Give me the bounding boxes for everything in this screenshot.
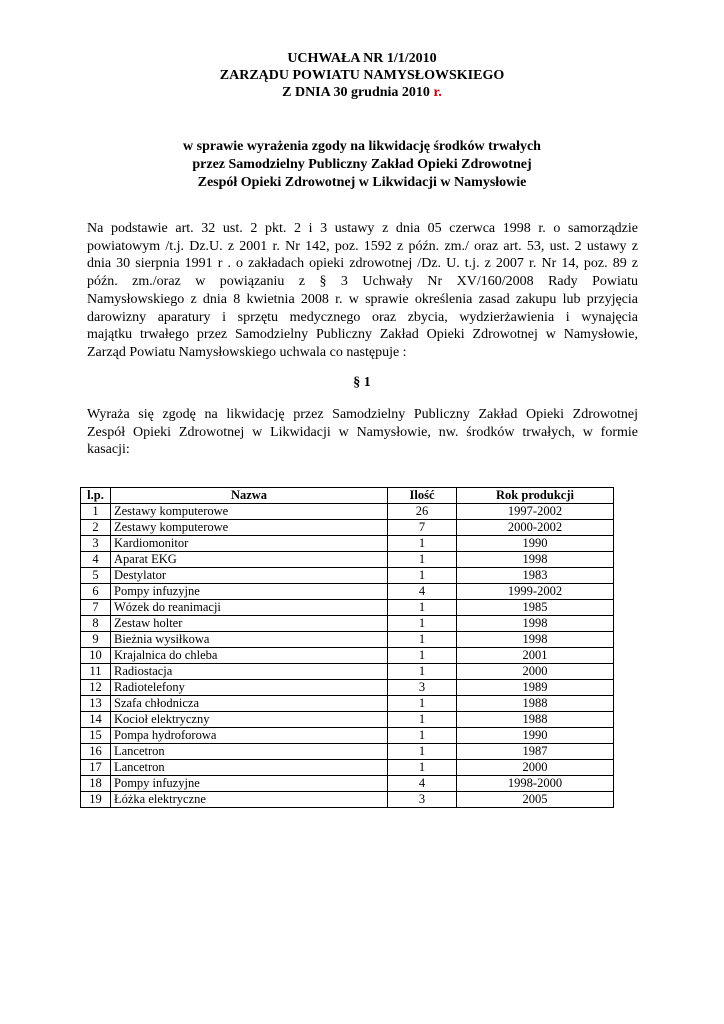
- cell-year: 2000: [457, 760, 614, 776]
- table-row: [81, 728, 614, 744]
- cell-name: Zestawy komputerowe: [111, 504, 388, 520]
- cell-lp: 4: [81, 552, 111, 568]
- cell-quantity: 1: [388, 600, 457, 616]
- cell-year: 1983: [457, 568, 614, 584]
- cell-lp: 7: [81, 600, 111, 616]
- cell-quantity: 1: [388, 728, 457, 744]
- cell-name: Radiotelefony: [111, 680, 388, 696]
- subject-line: Zespół Opieki Zdrowotnej w Likwidacji w Namysłowie: [197, 175, 527, 190]
- table-row: [81, 616, 614, 632]
- text-line: Na podstawie art. 32 ust. 2 pkt. 2 i 3 ustawy z dnia 05 czerwca 1998 r. o samorządzie: [87, 221, 638, 236]
- cell-name: Zestawy komputerowe: [111, 520, 388, 536]
- header-name: Nazwa: [111, 488, 388, 504]
- section-heading: § 1: [353, 375, 371, 390]
- table-row: [81, 520, 614, 536]
- table-row: [81, 680, 614, 696]
- cell-lp: 18: [81, 776, 111, 792]
- cell-year: 1988: [457, 696, 614, 712]
- cell-name: Lancetron: [111, 744, 388, 760]
- cell-quantity: 1: [388, 632, 457, 648]
- text-line: Zespół Opieki Zdrowotnej w Likwidacji w Namysłowie, nw. środków trwałych, w formie: [87, 424, 638, 440]
- cell-quantity: 3: [388, 680, 457, 696]
- resolution-number: UCHWAŁA NR 1/1/2010: [287, 51, 437, 66]
- cell-year: 1990: [457, 728, 614, 744]
- cell-quantity: 1: [388, 568, 457, 584]
- text-line: powiatowym /t.j. Dz.U. z 2001 r. Nr 142, poz. 1592 z późn. zm./ oraz art. 53, ust. 2 ustawy z: [87, 238, 638, 254]
- text-line: Wyraża się zgodę na likwidację przez Samodzielny Publiczny Zakład Opieki Zdrowotnej: [87, 407, 638, 422]
- cell-name: Destylator: [111, 568, 388, 584]
- fixed-assets-table: [80, 487, 614, 808]
- cell-year: 1998: [457, 616, 614, 632]
- cell-name: Pompa hydroforowa: [111, 728, 388, 744]
- cell-quantity: 1: [388, 664, 457, 680]
- date-suffix: r.: [433, 85, 442, 100]
- cell-name: Kardiomonitor: [111, 536, 388, 552]
- cell-year: 1998: [457, 632, 614, 648]
- cell-quantity: 1: [388, 712, 457, 728]
- table-header-row: [81, 488, 614, 504]
- resolution-date: Z DNIA 30 grudnia 2010 r.: [282, 85, 442, 100]
- section-paragraph: [87, 406, 638, 459]
- table-row: [81, 696, 614, 712]
- table-row: [81, 504, 614, 520]
- table-row: [81, 760, 614, 776]
- cell-name: Krajalnica do chleba: [111, 648, 388, 664]
- cell-lp: 13: [81, 696, 111, 712]
- cell-year: 2005: [457, 792, 614, 808]
- table-row: [81, 664, 614, 680]
- cell-lp: 11: [81, 664, 111, 680]
- cell-quantity: 1: [388, 760, 457, 776]
- cell-lp: 2: [81, 520, 111, 536]
- subject-line: w sprawie wyrażenia zgody na likwidację środków trwałych: [183, 139, 541, 154]
- cell-name: Kocioł elektryczny: [111, 712, 388, 728]
- cell-lp: 5: [81, 568, 111, 584]
- cell-lp: 6: [81, 584, 111, 600]
- table-row: [81, 744, 614, 760]
- table-row: [81, 632, 614, 648]
- cell-year: 1989: [457, 680, 614, 696]
- cell-name: Zestaw holter: [111, 616, 388, 632]
- subject-line: przez Samodzielny Publiczny Zakład Opieki Zdrowotnej: [192, 157, 532, 172]
- cell-quantity: 4: [388, 776, 457, 792]
- table-row: [81, 776, 614, 792]
- header-lp: l.p.: [81, 488, 111, 504]
- cell-name: Pompy infuzyjne: [111, 776, 388, 792]
- text-line: Zarząd Powiatu Namysłowskiego uchwala co następuje :: [87, 344, 407, 360]
- table-row: [81, 600, 614, 616]
- cell-year: 1985: [457, 600, 614, 616]
- table-row: [81, 584, 614, 600]
- text-line: majątku trwałego przez Samodzielny Publiczny Zakład Opieki Zdrowotnej w Namysłowie,: [87, 327, 638, 343]
- cell-lp: 16: [81, 744, 111, 760]
- text-line: darowizny aparatury i sprzętu medycznego oraz zbycia, wydzierżawienia i wynajęcia: [87, 309, 638, 325]
- cell-year: 1990: [457, 536, 614, 552]
- cell-quantity: 4: [388, 584, 457, 600]
- legal-basis-paragraph: [87, 220, 638, 362]
- cell-year: 1998: [457, 552, 614, 568]
- cell-lp: 1: [81, 504, 111, 520]
- text-line: dnia 30 sierpnia 1991 r . o zakładach opieki zdrowotnej /Dz. U. t.j. z 2007 r. Nr 14, poz. 89 z: [87, 256, 638, 272]
- cell-name: Bieżnia wysiłkowa: [111, 632, 388, 648]
- cell-year: 2001: [457, 648, 614, 664]
- resolution-header: [0, 50, 724, 101]
- header-quantity: Ilość: [388, 488, 457, 504]
- cell-lp: 12: [81, 680, 111, 696]
- cell-name: Lancetron: [111, 760, 388, 776]
- header-year: Rok produkcji: [457, 488, 614, 504]
- issuing-body: ZARZĄDU POWIATU NAMYSŁOWSKIEGO: [219, 68, 505, 83]
- table-row: [81, 552, 614, 568]
- cell-quantity: 1: [388, 696, 457, 712]
- cell-quantity: 1: [388, 744, 457, 760]
- cell-name: Radiostacja: [111, 664, 388, 680]
- resolution-subject: [0, 138, 724, 192]
- cell-year: 2000: [457, 664, 614, 680]
- table-row: [81, 712, 614, 728]
- cell-year: 1998-2000: [457, 776, 614, 792]
- text-line: późn. zm./oraz w powiązaniu z § 3 Uchwały Nr XV/160/2008 Rady Powiatu: [87, 274, 638, 290]
- cell-year: 1997-2002: [457, 504, 614, 520]
- cell-name: Szafa chłodnicza: [111, 696, 388, 712]
- cell-name: Pompy infuzyjne: [111, 584, 388, 600]
- text-line: kasacji:: [87, 442, 130, 457]
- cell-lp: 14: [81, 712, 111, 728]
- table-row: [81, 568, 614, 584]
- cell-quantity: 7: [388, 520, 457, 536]
- cell-lp: 3: [81, 536, 111, 552]
- cell-lp: 10: [81, 648, 111, 664]
- text-line: Namysłowskiego z dnia 8 kwietnia 2008 r. w sprawie określenia zasad zakupu lub przyjęcia: [87, 291, 638, 307]
- cell-quantity: 1: [388, 552, 457, 568]
- cell-year: 1987: [457, 744, 614, 760]
- table-row: [81, 536, 614, 552]
- cell-lp: 19: [81, 792, 111, 808]
- cell-quantity: 1: [388, 536, 457, 552]
- cell-quantity: 3: [388, 792, 457, 808]
- cell-name: Łóżka elektryczne: [111, 792, 388, 808]
- cell-name: Wózek do reanimacji: [111, 600, 388, 616]
- cell-quantity: 26: [388, 504, 457, 520]
- cell-lp: 15: [81, 728, 111, 744]
- cell-lp: 9: [81, 632, 111, 648]
- cell-year: 2000-2002: [457, 520, 614, 536]
- cell-quantity: 1: [388, 648, 457, 664]
- cell-lp: 17: [81, 760, 111, 776]
- cell-quantity: 1: [388, 616, 457, 632]
- cell-name: Aparat EKG: [111, 552, 388, 568]
- table-row: [81, 648, 614, 664]
- cell-year: 1988: [457, 712, 614, 728]
- cell-lp: 8: [81, 616, 111, 632]
- table-row: [81, 792, 614, 808]
- cell-year: 1999-2002: [457, 584, 614, 600]
